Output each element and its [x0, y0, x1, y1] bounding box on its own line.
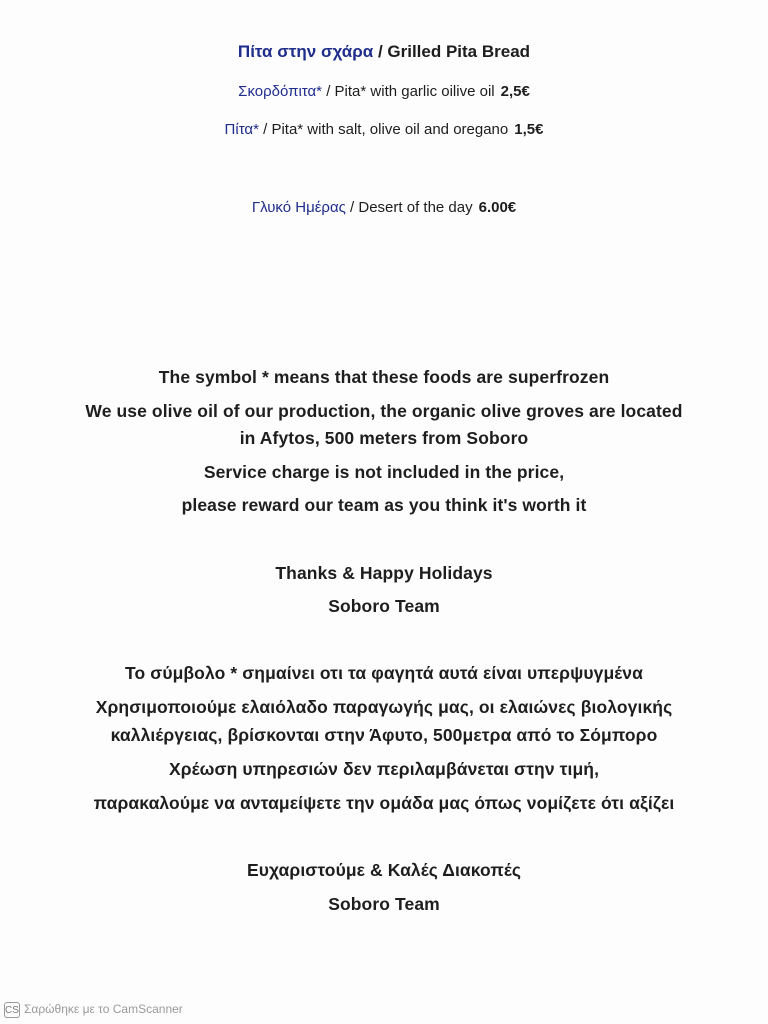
- item-greek-name: Πίτα*: [224, 121, 259, 138]
- item-price: 1,5€: [514, 121, 544, 138]
- menu-item-dessert: [0, 199, 768, 216]
- note-gr-reward: παρακαλούμε να ανταμείψετε την ομάδα μας όπως νομίζετε ότι αξίζει: [93, 793, 675, 813]
- item-price: 6.00€: [478, 199, 517, 216]
- note-gr-superfrozen: Το σύμβολο * σημαίνει οτι τα φαγητά αυτά είναι υπερψυγμένα: [125, 663, 643, 683]
- item-price: 2,5€: [500, 83, 530, 100]
- item-greek-name: Γλυκό Ημέρας: [251, 199, 346, 216]
- item-greek-name: Σκορδόπιτα*: [238, 83, 323, 100]
- note-en-reward: please reward our team as you think it's worth it: [181, 495, 587, 515]
- note-en-thanks: Thanks & Happy Holidays: [275, 563, 493, 583]
- item-english-name: Desert of the day: [358, 199, 473, 216]
- item-english-name: Pita* with garlic oilive oil: [334, 83, 495, 100]
- note-gr-service-charge: Χρέωση υπηρεσιών δεν περιλαμβάνεται στην τιμή,: [168, 759, 600, 779]
- note-en-team: Soboro Team: [328, 596, 440, 616]
- section-heading: [0, 42, 768, 62]
- note-gr-thanks: Ευχαριστούμε & Καλές Διακοπές: [246, 860, 522, 880]
- section-heading-greek: Πίτα στην σχάρα: [237, 42, 374, 61]
- note-gr-olive-location: καλλιέργειας, βρίσκονται στην Άφυτο, 500μετρα από το Σόμπορο: [110, 725, 658, 745]
- scanner-watermark: Σαρώθηκε με το CamScanner: [24, 1002, 183, 1016]
- section-heading-separator: /: [373, 42, 388, 61]
- menu-item-garlic-pita: [0, 83, 768, 100]
- section-heading-english: Grilled Pita Bread: [387, 42, 531, 61]
- note-gr-olive-oil: Χρησιμοποιούμε ελαιόλαδο παραγωγής μας, οι ελαιώνες βιολογικής: [95, 697, 673, 717]
- note-en-superfrozen: The symbol * means that these foods are superfrozen: [158, 367, 610, 387]
- item-separator: /: [322, 83, 335, 100]
- item-separator: /: [345, 199, 359, 216]
- menu-item-pita: [0, 121, 768, 138]
- item-english-name: Pita* with salt, olive oil and oregano: [271, 121, 509, 138]
- note-en-olive-oil: We use olive oil of our production, the organic olive groves are located: [85, 401, 683, 421]
- note-en-service-charge: Service charge is not included in the price,: [203, 462, 565, 482]
- item-separator: /: [258, 121, 272, 138]
- camscanner-logo-icon: CS: [4, 1002, 20, 1018]
- note-gr-team: Soboro Team: [328, 894, 440, 914]
- note-en-olive-location: in Afytos, 500 meters from Soboro: [239, 428, 529, 448]
